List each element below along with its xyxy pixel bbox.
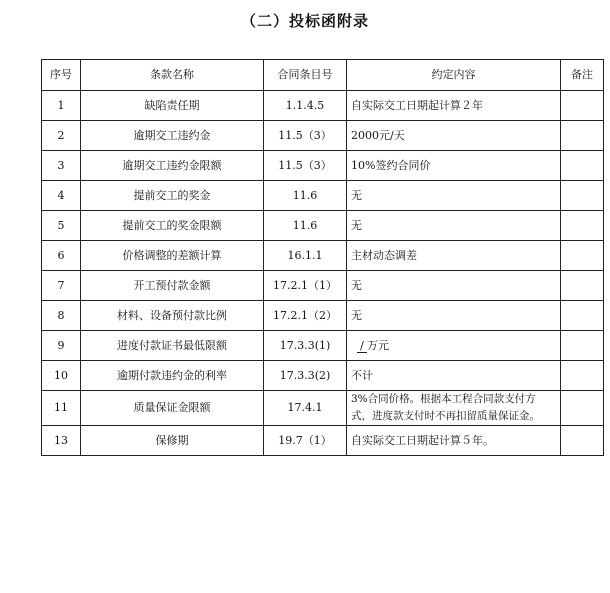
- cell-remark: [561, 91, 604, 121]
- cell-clause-no: 1.1.4.5: [264, 91, 347, 121]
- cell-remark: [561, 426, 604, 456]
- cell-content: 不计: [347, 361, 561, 391]
- content-unit: 万元: [367, 338, 389, 352]
- cell-clause-no: 11.5（3）: [264, 121, 347, 151]
- table-row: [42, 301, 604, 331]
- cell-clause-name: 进度付款证书最低限额: [81, 331, 264, 361]
- table-row: [42, 121, 604, 151]
- cell-clause-no: 11.6: [264, 211, 347, 241]
- table-row: [42, 426, 604, 456]
- cell-remark: [561, 301, 604, 331]
- table-header-row: [42, 60, 604, 91]
- cell-remark: [561, 181, 604, 211]
- cell-seq: 7: [42, 271, 81, 301]
- cell-content: 主材动态调差: [347, 241, 561, 271]
- cell-seq: 13: [42, 426, 81, 456]
- cell-clause-name: 缺陷责任期: [81, 91, 264, 121]
- cell-remark: [561, 361, 604, 391]
- cell-clause-no: 17.2.1（2）: [264, 301, 347, 331]
- table-row: [42, 181, 604, 211]
- cell-content: 10%签约合同价: [347, 151, 561, 181]
- cell-clause-no: 11.6: [264, 181, 347, 211]
- cell-remark: [561, 331, 604, 361]
- cell-clause-no: 19.7（1）: [264, 426, 347, 456]
- cell-clause-name: 逾期交工违约金: [81, 121, 264, 151]
- cell-seq: 4: [42, 181, 81, 211]
- cell-content: 自实际交工日期起计算２年: [347, 91, 561, 121]
- cell-clause-no: 17.3.3(1): [264, 331, 347, 361]
- cell-content: [347, 331, 561, 361]
- cell-remark: [561, 241, 604, 271]
- cell-content: 2000元/天: [347, 121, 561, 151]
- cell-clause-name: 质量保证金限额: [81, 391, 264, 426]
- table-row: [42, 271, 604, 301]
- table-row: [42, 391, 604, 426]
- header-content: 约定内容: [347, 60, 561, 91]
- cell-clause-name: 开工预付款金额: [81, 271, 264, 301]
- header-seq: 序号: [42, 60, 81, 91]
- cell-remark: [561, 151, 604, 181]
- cell-seq: 1: [42, 91, 81, 121]
- page-title: （二）投标函附录: [240, 12, 369, 30]
- header-clause-no: 合同条目号: [264, 60, 347, 91]
- cell-seq: 2: [42, 121, 81, 151]
- cell-clause-name: 逾期交工违约金限额: [81, 151, 264, 181]
- table-row: [42, 331, 604, 361]
- cell-content: 无: [347, 301, 561, 331]
- cell-seq: 5: [42, 211, 81, 241]
- cell-remark: [561, 391, 604, 426]
- cell-remark: [561, 211, 604, 241]
- table-row: [42, 91, 604, 121]
- cell-content: 无: [347, 211, 561, 241]
- cell-clause-name: 价格调整的差额计算: [81, 241, 264, 271]
- cell-remark: [561, 271, 604, 301]
- cell-clause-no: 17.3.3(2): [264, 361, 347, 391]
- table-row: [42, 361, 604, 391]
- bid-appendix-table: [41, 59, 604, 456]
- cell-clause-name: 提前交工的奖金限额: [81, 211, 264, 241]
- header-clause-name: 条款名称: [81, 60, 264, 91]
- blank-amount: /: [357, 340, 367, 353]
- cell-clause-no: 17.2.1（1）: [264, 271, 347, 301]
- cell-seq: 9: [42, 331, 81, 361]
- header-remark: 备注: [561, 60, 604, 91]
- cell-content: 无: [347, 271, 561, 301]
- cell-clause-no: 11.5（3）: [264, 151, 347, 181]
- table-row: [42, 211, 604, 241]
- cell-content: 无: [347, 181, 561, 211]
- cell-seq: 11: [42, 391, 81, 426]
- cell-clause-name: 保修期: [81, 426, 264, 456]
- cell-remark: [561, 121, 604, 151]
- cell-clause-no: 17.4.1: [264, 391, 347, 426]
- cell-clause-name: 材料、设备预付款比例: [81, 301, 264, 331]
- table-row: [42, 241, 604, 271]
- cell-clause-no: 16.1.1: [264, 241, 347, 271]
- cell-content: 3%合同价格。根据本工程合同款支付方式，进度款支付时不再扣留质量保证金。: [347, 391, 561, 426]
- cell-seq: 6: [42, 241, 81, 271]
- cell-seq: 3: [42, 151, 81, 181]
- cell-seq: 10: [42, 361, 81, 391]
- cell-clause-name: 提前交工的奖金: [81, 181, 264, 211]
- cell-seq: 8: [42, 301, 81, 331]
- cell-content: 自实际交工日期起计算５年。: [347, 426, 561, 456]
- cell-clause-name: 逾期付款违约金的利率: [81, 361, 264, 391]
- table-row: [42, 151, 604, 181]
